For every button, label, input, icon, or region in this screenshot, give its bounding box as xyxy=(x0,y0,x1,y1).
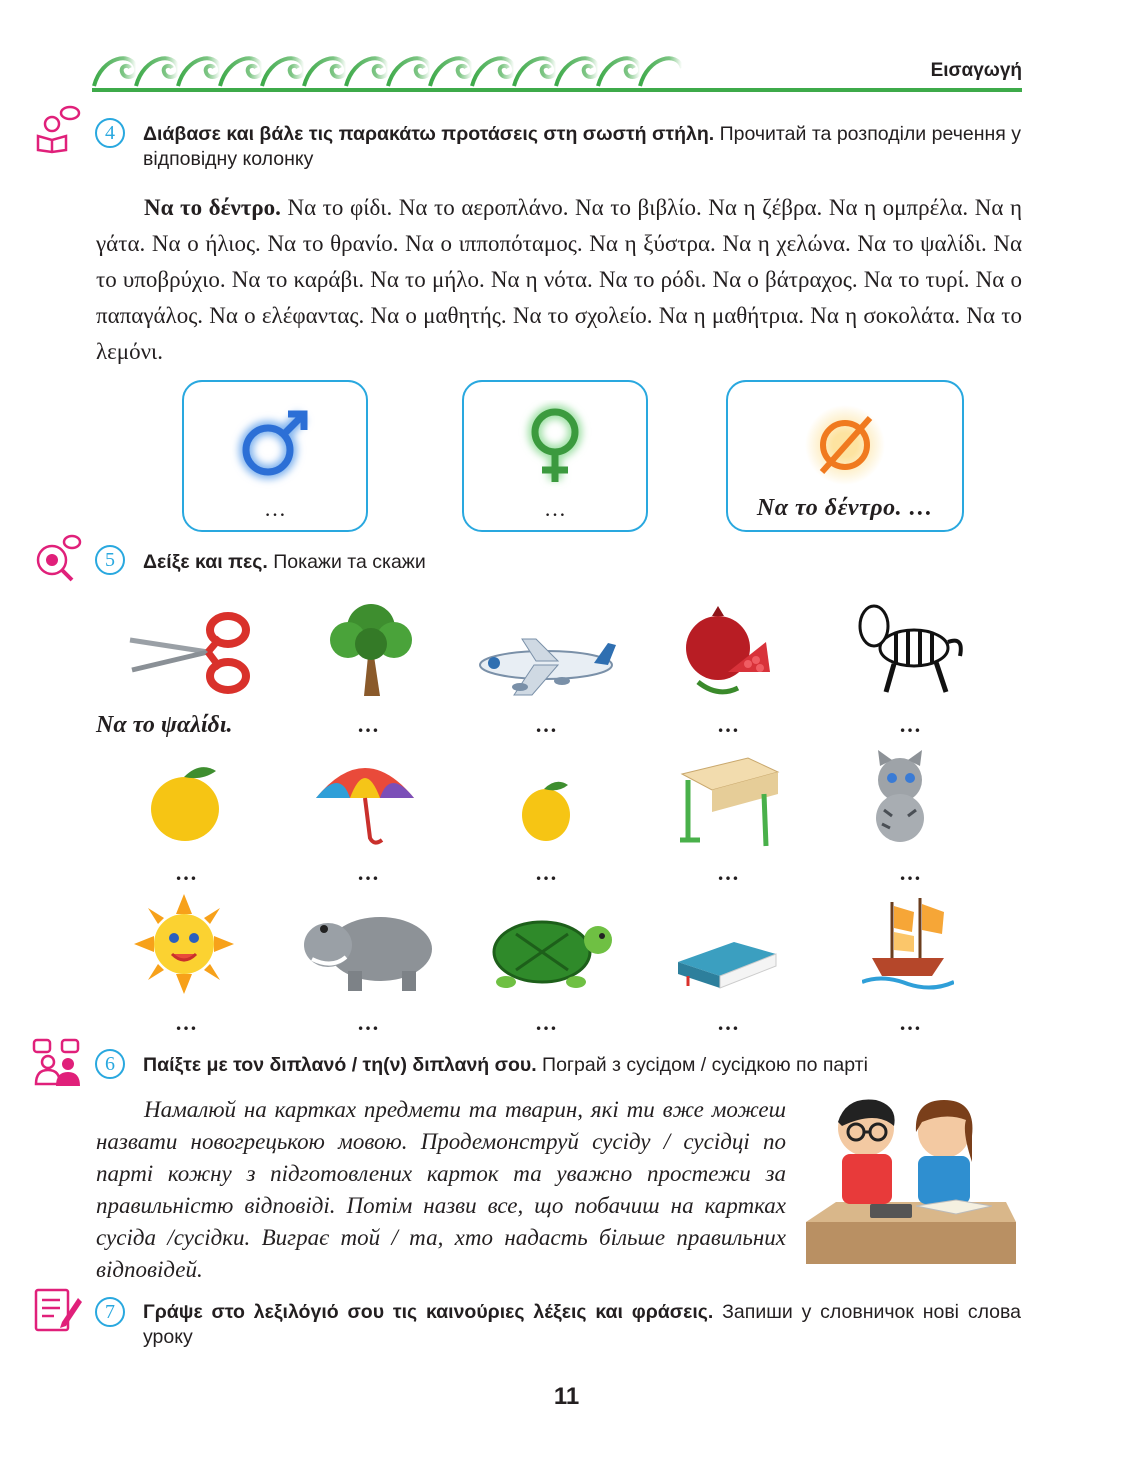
task7-instruction-ukrainian: Запиши у словничок нові слова уроку xyxy=(143,1301,1021,1348)
turtle-icon xyxy=(476,902,616,1002)
masculine-column-text: … xyxy=(264,496,286,521)
row2-caption-2: … xyxy=(357,860,379,885)
task-number-4: 4 xyxy=(95,118,125,148)
task6-description: Намалюй на картках предмети та тварин, які ти вже можеш назвати новогрецькою мовою. Продемонструй сусіду / сусідці по парті кожну з підготовлених карток та уважно простежи за правильністю відповіді. Потім назви все, що побачиш на картках сусіда /сусідки. Виграє той / та, хто надасть більше правильних відповідей. xyxy=(96,1097,786,1282)
zebra-icon xyxy=(850,596,970,696)
row3-caption-1: … xyxy=(175,1010,197,1035)
task5-instruction xyxy=(143,550,1021,575)
umbrella-icon xyxy=(310,748,420,848)
masculine-column[interactable] xyxy=(182,380,368,532)
task6-instruction xyxy=(143,1053,1021,1078)
children-at-desk-illustration xyxy=(806,1092,1016,1267)
row1-caption-4: … xyxy=(717,712,739,737)
task7-instruction-greek: Γράψε στο λεξιλόγιό σου τις καινούριες λέξεις και φράσεις. xyxy=(143,1301,714,1323)
small-lemon-icon xyxy=(516,760,576,860)
task4-instruction xyxy=(143,122,1021,172)
sun-icon xyxy=(134,894,234,994)
scissors-icon xyxy=(124,600,254,700)
row1-caption-2: … xyxy=(357,712,379,737)
neuter-column-text: Να το δέντρο. … xyxy=(756,495,934,521)
section-title: Εισαγωγή xyxy=(930,60,1022,81)
sailing-ship-icon xyxy=(862,892,954,992)
row1-caption-3: … xyxy=(535,712,557,737)
task-number-6: 6 xyxy=(95,1049,125,1079)
task5-instruction-ukrainian: Покажи та скажи xyxy=(267,551,426,573)
hippo-icon xyxy=(302,900,436,1000)
row1-caption-1: Να το ψαλίδι. xyxy=(96,712,233,738)
header-divider xyxy=(92,88,1022,92)
school-desk-icon xyxy=(674,750,782,850)
task6-instruction-greek: Παίξτε με τον διπλανό / τη(ν) διπλανή σου. xyxy=(143,1054,537,1076)
row2-caption-5: … xyxy=(899,860,921,885)
kitten-icon xyxy=(858,748,944,848)
reading-first-sentence: Να το δέντρο. xyxy=(144,195,281,220)
reading-passage xyxy=(96,190,1022,370)
task4-instruction-ukrainian: Прочитай та розподіли речення у відповідну колонку xyxy=(143,123,1021,170)
header-wave-ornament xyxy=(92,46,692,88)
look-eye-icon xyxy=(32,534,82,584)
pomegranate-icon xyxy=(678,600,774,700)
row1-caption-5: … xyxy=(899,712,921,737)
reading-rest: Να το φίδι. Να το αεροπλάνο. Να το βιβλίο. Να η ζέβρα. Να η ομπρέλα. Να η γάτα. Να ο ήλιος. Να το θρανίο. Να ο ιπποπόταμος. Να η ξύστρα. Να η χελώνα. Να το ψαλίδι. Να το υποβρύχιο. Να το καράβι. Να το μήλο. Να η νότα. Να το ρόδι. Να ο βάτραχος. Να το τυρί. Να ο παπαγάλος. Να ο ελέφαντας. Να ο μαθητής. Να το σχολείο. Να η μαθήτρια. Να η σοκολάτα. Να το λεμόνι. xyxy=(96,195,1023,364)
airplane-icon xyxy=(474,615,618,715)
row3-caption-3: … xyxy=(535,1010,557,1035)
lemon-icon xyxy=(140,752,230,852)
neuter-symbol-icon xyxy=(800,400,890,490)
male-symbol-icon xyxy=(230,400,320,490)
feminine-column-text: … xyxy=(544,496,566,521)
row3-caption-4: … xyxy=(717,1010,739,1035)
row3-caption-5: … xyxy=(899,1010,921,1035)
row2-caption-3: … xyxy=(535,860,557,885)
female-symbol-icon xyxy=(510,400,600,496)
row3-caption-2: … xyxy=(357,1010,379,1035)
task5-instruction-greek: Δείξε και πες. xyxy=(143,551,268,573)
task7-instruction xyxy=(143,1300,1021,1350)
task4-instruction-greek: Διάβασε και βάλε τις παρακάτω προτάσεις στη σωστή στήλη. xyxy=(143,123,715,145)
notebook-pencil-icon xyxy=(32,1284,82,1334)
row2-caption-4: … xyxy=(717,860,739,885)
neuter-column[interactable] xyxy=(726,380,964,532)
task-number-5: 5 xyxy=(95,545,125,575)
book-icon xyxy=(674,912,780,1012)
pair-work-icon xyxy=(32,1038,82,1088)
row2-caption-1: … xyxy=(175,860,197,885)
task-number-7: 7 xyxy=(95,1297,125,1327)
tree-icon xyxy=(316,598,426,698)
feminine-column[interactable] xyxy=(462,380,648,532)
task6-instruction-ukrainian: Пограй з сусідом / сусідкою по парті xyxy=(536,1054,868,1076)
reading-child-icon xyxy=(32,104,82,154)
page-number: 11 xyxy=(553,1383,580,1410)
